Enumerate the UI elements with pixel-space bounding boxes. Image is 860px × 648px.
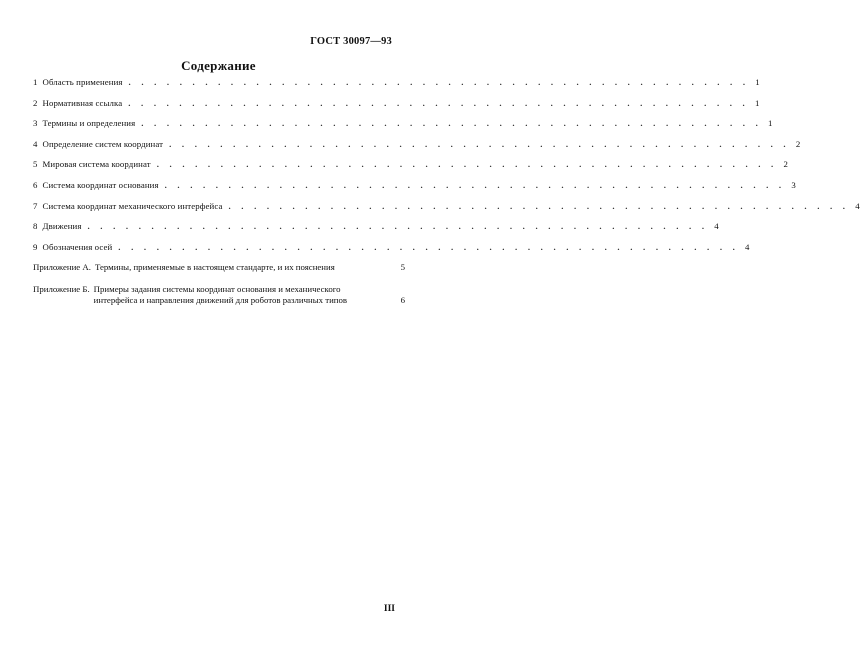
leader-dots: . . . . . . . . . . . . . . . . . . . . . . . . . . . . . . . . . . . . . . . . . . . . . . . . .	[156, 159, 778, 170]
toc-entry	[33, 179, 796, 201]
toc-entry-page: 2	[783, 159, 788, 170]
toc-entry-page: 2	[795, 138, 801, 149]
toc-entry-title: Нормативная ссылка	[42, 97, 123, 108]
toc-entry	[33, 241, 750, 263]
toc-entry	[33, 118, 773, 139]
toc-entry-number: 7	[33, 200, 38, 211]
toc-entry-page: 4	[855, 200, 860, 211]
toc-entry	[33, 97, 760, 119]
toc-entry-number: 2	[33, 97, 38, 108]
toc-entry-title: Мировая система координат	[42, 159, 151, 170]
toc-appendix-a	[33, 262, 405, 284]
toc-entry-number: 5	[33, 159, 38, 170]
toc-entry	[33, 77, 760, 98]
page-title: Содержание	[181, 58, 256, 73]
toc-entry-page: 1	[755, 77, 760, 87]
toc-entry-title: Система координат основания	[42, 179, 159, 190]
toc-entry-title: Обозначения осей	[42, 241, 113, 252]
toc-entry	[33, 221, 719, 242]
toc-entry-number: 4	[33, 138, 38, 149]
toc-entry-page: 4	[714, 221, 719, 232]
page-number: III	[383, 604, 395, 614]
leader-dots: . . . . . . . . . . . . . . . . . . . . . . . . . . . . . . . . . . . . . . . . . . . . . . . . .	[87, 221, 709, 232]
toc-entry-title: Область применения	[42, 77, 123, 87]
table-of-contents	[33, 77, 860, 306]
toc-entry-page: 6	[400, 295, 405, 306]
appendix-title-line-1: Примеры задания системы координат основания и механического	[93, 284, 341, 295]
toc-entry-number: 1	[33, 77, 38, 87]
appendix-label: Приложение Б.	[33, 284, 90, 295]
appendix-label: Приложение А.	[33, 262, 91, 273]
leader-dots: . . . . . . . . . . . . . . . . . . . . . . . . . . . . . . . . . . . . . . . . . . . . . . . . .	[169, 138, 790, 149]
toc-entry-title: Движения	[42, 221, 82, 232]
toc-entry-number: 3	[33, 118, 38, 129]
toc-entry	[33, 159, 788, 180]
leader-dots: . . . . . . . . . . . . . . . . . . . . . . . . . . . . . . . . . . . . . . . . . . . . . . . . .	[228, 200, 850, 211]
leader-dots: . . . . . . . . . . . . . . . . . . . . . . . . . . . . . . . . . . . . . . . . . . . . . . . . .	[164, 179, 786, 190]
toc-entry-title: Определение систем координат	[42, 138, 164, 149]
leader-dots: . . . . . . . . . . . . . . . . . . . . . . . . . . . . . . . . . . . . . . . . . . . . . . . . .	[128, 97, 749, 108]
leader-dots: . . . . . . . . . . . . . . . . . . . . . . . . . . . . . . . . . . . . . . . . . . . . . . . . .	[141, 118, 762, 129]
toc-entry	[33, 138, 801, 160]
leader-dots: . . . . . . . . . . . . . . . . . . . . . . . . . . . . . . . . . . . . . . . . . . . . . . . . .	[128, 77, 750, 87]
toc-entry-page: 1	[767, 118, 773, 129]
toc-entry-number: 6	[33, 179, 38, 190]
toc-entry-page: 4	[745, 241, 750, 252]
appendix-title-line-2: интерфейса и направления движений для роботов различных типов	[93, 295, 348, 306]
toc-entry-number: 9	[33, 241, 38, 252]
document-standard-code: ГОСТ 30097—93	[310, 36, 392, 47]
toc-entry-page: 3	[791, 179, 796, 190]
toc-entry	[33, 200, 860, 222]
toc-appendix-b	[33, 284, 405, 306]
toc-entry-number: 8	[33, 221, 38, 232]
toc-entry-page: 1	[754, 97, 760, 108]
leader-dots: . . . . . . . . . . . . . . . . . . . . . . . . . . . . . . . . . . . . . . . . . . . . . . . . .	[118, 241, 740, 252]
toc-entry-title: Термины и определения	[42, 118, 136, 129]
toc-entry-page: 5	[400, 262, 405, 273]
appendix-title: Термины, применяемые в настоящем стандарте, и их пояснения	[94, 262, 335, 273]
toc-entry-title: Система координат механического интерфейса	[42, 200, 223, 211]
